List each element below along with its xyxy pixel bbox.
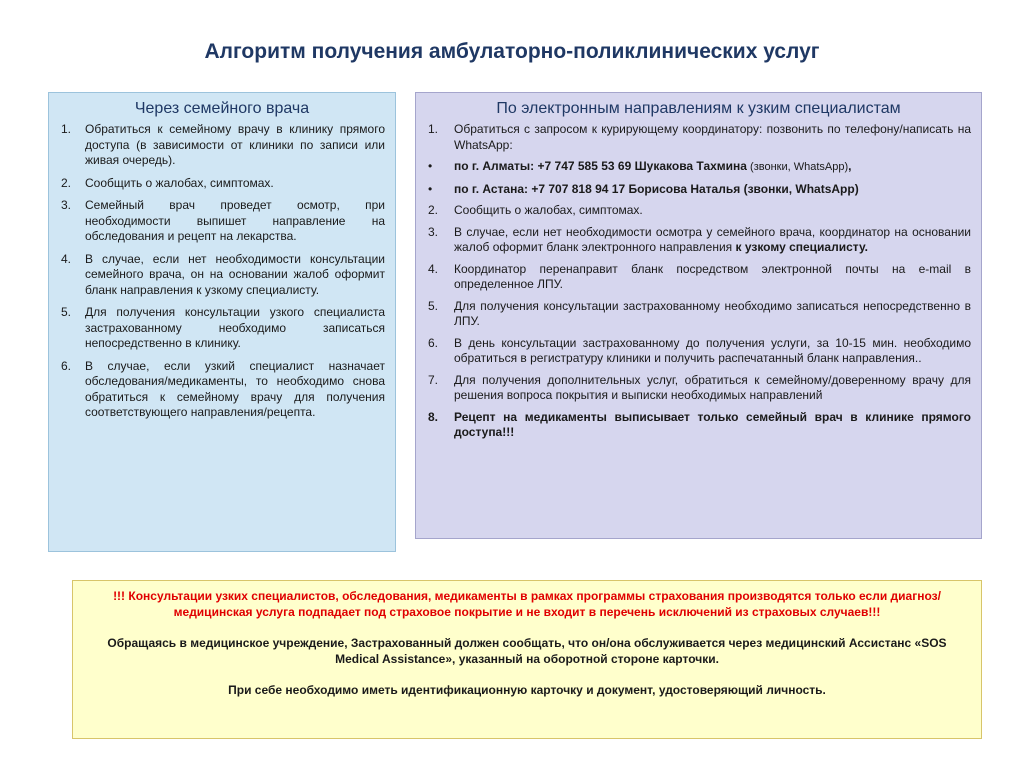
step-text: Для получения консультации застрахованному необходимо записаться непосредственно в ЛПУ. [454, 298, 971, 328]
step-number: 3. [61, 198, 72, 212]
step-text: Сообщить о жалобах, симптомах. [85, 175, 274, 190]
list-item [49, 176, 395, 192]
list-item [416, 336, 981, 367]
list-item [416, 225, 981, 256]
bullet: • [428, 181, 433, 196]
list-item [49, 359, 395, 421]
step-number: 5. [61, 305, 72, 319]
step-number: 2. [428, 203, 439, 217]
step-text: Координатор перенаправит бланк посредством электронной почты на e-mail в определенное ЛПУ. [454, 261, 971, 291]
electronic-referral-steps [416, 122, 981, 441]
step-number: 6. [61, 358, 72, 373]
electronic-referral-heading: По электронным направлениям к узким специалистам [496, 100, 901, 117]
coverage-warning: !!! Консультации узких специалистов, обследования, медикаменты в рамках программы страхования производятся только если диагноз/медицинская услуга подпадает под страховое покрытие и не входит в перечень исключений из страховых случаев!!! [113, 589, 941, 619]
almaty-phone: по г. Алматы: +7 747 585 53 69 Шукакова Тахмина [454, 159, 747, 173]
step-number: 8. [428, 409, 439, 424]
step-number: 6. [428, 335, 439, 350]
step-text: В день консультации застрахованному до получения услуги, за 10-15 мин. необходимо обратиться в регистратуру клиники и получить распечатанный бланк направления.. [454, 335, 971, 365]
list-item [416, 410, 981, 441]
list-item [416, 203, 981, 219]
list-item [49, 252, 395, 299]
family-doctor-heading: Через семейного врача [134, 100, 310, 117]
step-number: 1. [61, 122, 72, 136]
almaty-comma: , [848, 159, 852, 173]
bullet: • [428, 159, 433, 173]
step-number: 7. [428, 372, 439, 387]
family-doctor-panel [48, 92, 396, 552]
list-item [49, 305, 395, 352]
step-text: В случае, если нет необходимости осмотра у семейного врача, координатор на основании жалоб оформит бланк электронного направления [454, 224, 971, 254]
astana-phone: по г. Астана: +7 707 818 94 17 Борисова Наталья (звонки, WhatsApp) [454, 181, 859, 196]
step-text-bold: к узкому специалисту. [735, 240, 868, 254]
step-text: Рецепт на медикаменты выписывает только семейный врач в клинике прямого доступа!!! [454, 409, 971, 439]
list-item [49, 198, 395, 245]
assistance-notice: Обращаясь в медицинское учреждение, Застрахованный должен сообщать, что он/она обслуживается через медицинский Ассистанс «SOS Medical Assistance», указанный на оборотной стороне карточки. [107, 636, 947, 666]
step-text: Для получения консультации узкого специалиста застрахованному необходимо записаться непосредственно в клинику. [85, 305, 385, 350]
step-number: 4. [61, 251, 72, 266]
step-number: 3. [428, 224, 439, 239]
step-number: 2. [61, 175, 72, 190]
almaty-contact [416, 159, 981, 176]
electronic-referral-panel [415, 92, 982, 539]
family-doctor-steps [49, 122, 395, 421]
step-text: Семейный врач проведет осмотр, при необходимости выпишет направление на обследования и рецепт на лекарства. [85, 198, 385, 243]
list-item [416, 122, 981, 153]
almaty-channels: (звонки, WhatsApp) [746, 161, 849, 173]
astana-contact [416, 182, 981, 198]
step-text: В случае, если узкий специалист назначает обследования/медикаменты, то необходимо снова обратиться к семейному врачу для получения соответствующего направления/рецепта. [85, 358, 385, 419]
page-title: Алгоритм получения амбулаторно-поликлинических услуг [204, 40, 820, 63]
step-number: 5. [428, 298, 439, 313]
list-item [49, 122, 395, 169]
list-item [416, 299, 981, 330]
step-text: Сообщить о жалобах, симптомах. [454, 203, 643, 217]
list-item [416, 262, 981, 293]
step-number: 1. [428, 122, 439, 136]
step-text: Обратиться к семейному врачу в клинику прямого доступа (в зависимости от клиники по записи или живая очередь). [85, 122, 385, 167]
step-number: 4. [428, 261, 439, 276]
documents-notice: При себе необходимо иметь идентификационную карточку и документ, удостоверяющий личность. [228, 683, 826, 697]
list-item [416, 373, 981, 404]
important-notice [72, 580, 982, 739]
step-text: Обратиться с запросом к курирующему координатору: позвонить по телефону/написать на WhatsApp: [454, 122, 971, 152]
step-text: В случае, если нет необходимости консультации семейного врача, он на основании жалоб оформит бланк направления к узкому специалисту. [85, 251, 385, 297]
step-text: Для получения дополнительных услуг, обратиться к семейному/доверенному врачу для решения вопроса покрытия и выписки необходимых направлений [454, 372, 971, 402]
